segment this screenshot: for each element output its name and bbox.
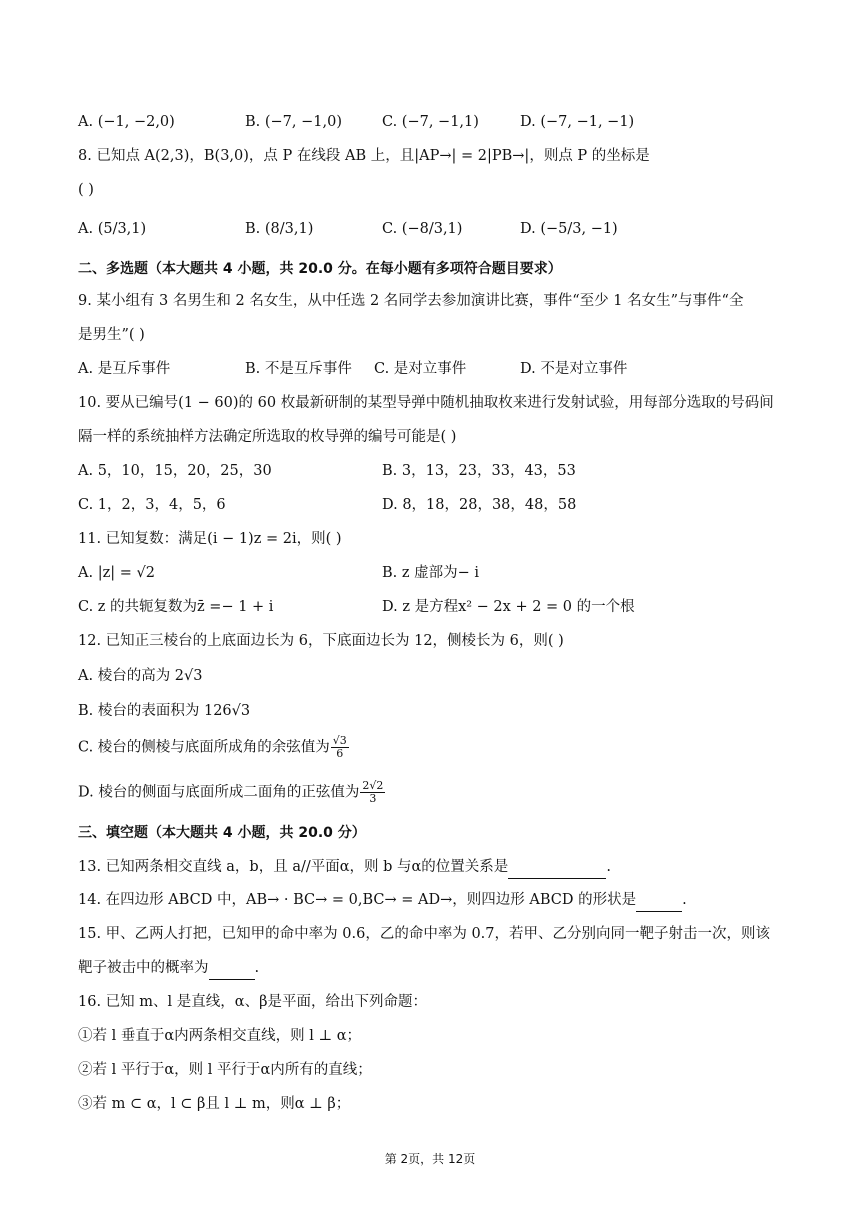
fraction-numerator: 2√2	[362, 779, 384, 792]
q10-option-c: C. 1，2，3，4，5，6	[78, 497, 226, 513]
q9-option-b: B. 不是互斥事件	[245, 361, 352, 377]
q7-option-b: B. (−7, −1,0)	[245, 114, 342, 130]
q10-option-b: B. 3，13，23，33，43，53	[382, 463, 576, 479]
q15-line2	[78, 957, 259, 980]
q15-line1: 15. 甲、乙两人打把，已知甲的命中率为 0.6，乙的命中率为 0.7，若甲、乙分别向同一靶子射击一次，则该	[78, 926, 771, 942]
q11-option-c: C. z 的共轭复数为z̄ =− 1 + i	[78, 599, 274, 615]
q16-item-2: ②若 l 平行于α，则 l 平行于α内所有的直线；	[78, 1062, 372, 1078]
q7-option-d: D. (−7, −1, −1)	[520, 114, 635, 130]
q16-item-1: ①若 l 垂直于α内两条相交直线，则 l ⊥ α；	[78, 1028, 362, 1044]
q13-text: 13. 已知两条相交直线 a，b，且 a//平面α，则 b 与α的位置关系是	[78, 859, 509, 875]
q13-answer-blank	[508, 856, 606, 879]
fraction-numerator: √3	[332, 734, 347, 747]
q15-text: 靶子被击中的概率为	[78, 960, 209, 976]
q7-option-c: C. (−7, −1,1)	[382, 114, 479, 130]
section-heading-multiple-choice: 二、多选题（本大题共 4 小题，共 20.0 分。在每小题有多项符合题目要求）	[78, 261, 562, 277]
q13	[78, 856, 611, 879]
q9-line1: 9. 某小组有 3 名男生和 2 名女生，从中任选 2 名同学去参加演讲比赛，事件“至少 1 名女生”与事件“全	[78, 293, 744, 309]
q8-stem: 8. 已知点 A(2,3)，B(3,0)，点 P 在线段 AB 上，且|AP→| = 2|PB→|，则点 P 的坐标是	[78, 148, 650, 164]
section-heading-fill-in: 三、填空题（本大题共 4 小题，共 20.0 分）	[78, 825, 366, 841]
q16-item-3: ③若 m ⊂ α，l ⊂ β且 l ⊥ m，则α ⊥ β；	[78, 1096, 351, 1112]
q12-option-d	[78, 780, 386, 805]
q14	[78, 889, 687, 912]
q9-option-a: A. 是互斥事件	[78, 361, 171, 377]
q10-option-d: D. 8，18，28，38，48，58	[382, 497, 577, 513]
q10-line1: 10. 要从已编号(1 − 60)的 60 枚最新研制的某型导弹中随机抽取枚来进行发射试验，用每部分选取的号码间	[78, 395, 774, 411]
q15-answer-blank	[209, 957, 255, 980]
q8-option-c: C. (−8/3,1)	[382, 221, 463, 237]
q8-option-b: B. (8/3,1)	[245, 221, 314, 237]
q11-option-b: B. z 虚部为− i	[382, 565, 480, 581]
q10-option-a: A. 5，10，15，20，25，30	[78, 463, 272, 479]
q9-option-c: C. 是对立事件	[374, 361, 467, 377]
q12-option-d-fraction	[360, 780, 385, 805]
page-footer: 第 2页，共 12页	[384, 1152, 476, 1166]
q11-stem: 11. 已知复数：满足(i − 1)z = 2i，则( )	[78, 531, 342, 547]
q8-option-a: A. (5/3,1)	[78, 221, 147, 237]
q12-option-c-text: C. 棱台的侧棱与底面所成角的余弦值为	[78, 739, 330, 756]
q12-option-d-text: D. 棱台的侧面与底面所成二面角的正弦值为	[78, 784, 360, 801]
q12-option-b: B. 棱台的表面积为 126√3	[78, 703, 251, 719]
q8-option-d: D. (−5/3, −1)	[520, 221, 618, 237]
q16-stem: 16. 已知 m、l 是直线，α、β是平面，给出下列命题：	[78, 994, 427, 1010]
q9-line2: 是男生”( )	[78, 327, 145, 343]
q15-end: .	[254, 960, 260, 976]
q12-option-c-fraction	[331, 735, 349, 760]
q14-text: 14. 在四边形 ABCD 中，AB→ · BC→ = 0,BC→ = AD→，则四边形 ABCD 的形状是	[78, 892, 637, 908]
q14-answer-blank	[636, 889, 682, 912]
q14-end: .	[682, 892, 687, 908]
q10-line2: 隔一样的系统抽样方法确定所选取的枚导弹的编号可能是( )	[78, 429, 457, 445]
q11-option-a: A. |z| = √2	[78, 565, 155, 581]
q9-option-d: D. 不是对立事件	[520, 361, 628, 377]
q7-option-a: A. (−1, −2,0)	[78, 114, 175, 130]
q13-end: .	[606, 859, 611, 875]
q12-option-a: A. 棱台的高为 2√3	[78, 668, 203, 684]
q12-stem: 12. 已知正三棱台的上底面边长为 6，下底面边长为 12，侧棱长为 6，则( )	[78, 633, 564, 649]
q11-option-d: D. z 是方程x² − 2x + 2 = 0 的一个根	[382, 599, 635, 615]
q8-paren: ( )	[78, 182, 94, 198]
fraction-denominator: 3	[369, 792, 377, 805]
fraction-denominator: 6	[336, 747, 344, 760]
q12-option-c	[78, 735, 350, 760]
